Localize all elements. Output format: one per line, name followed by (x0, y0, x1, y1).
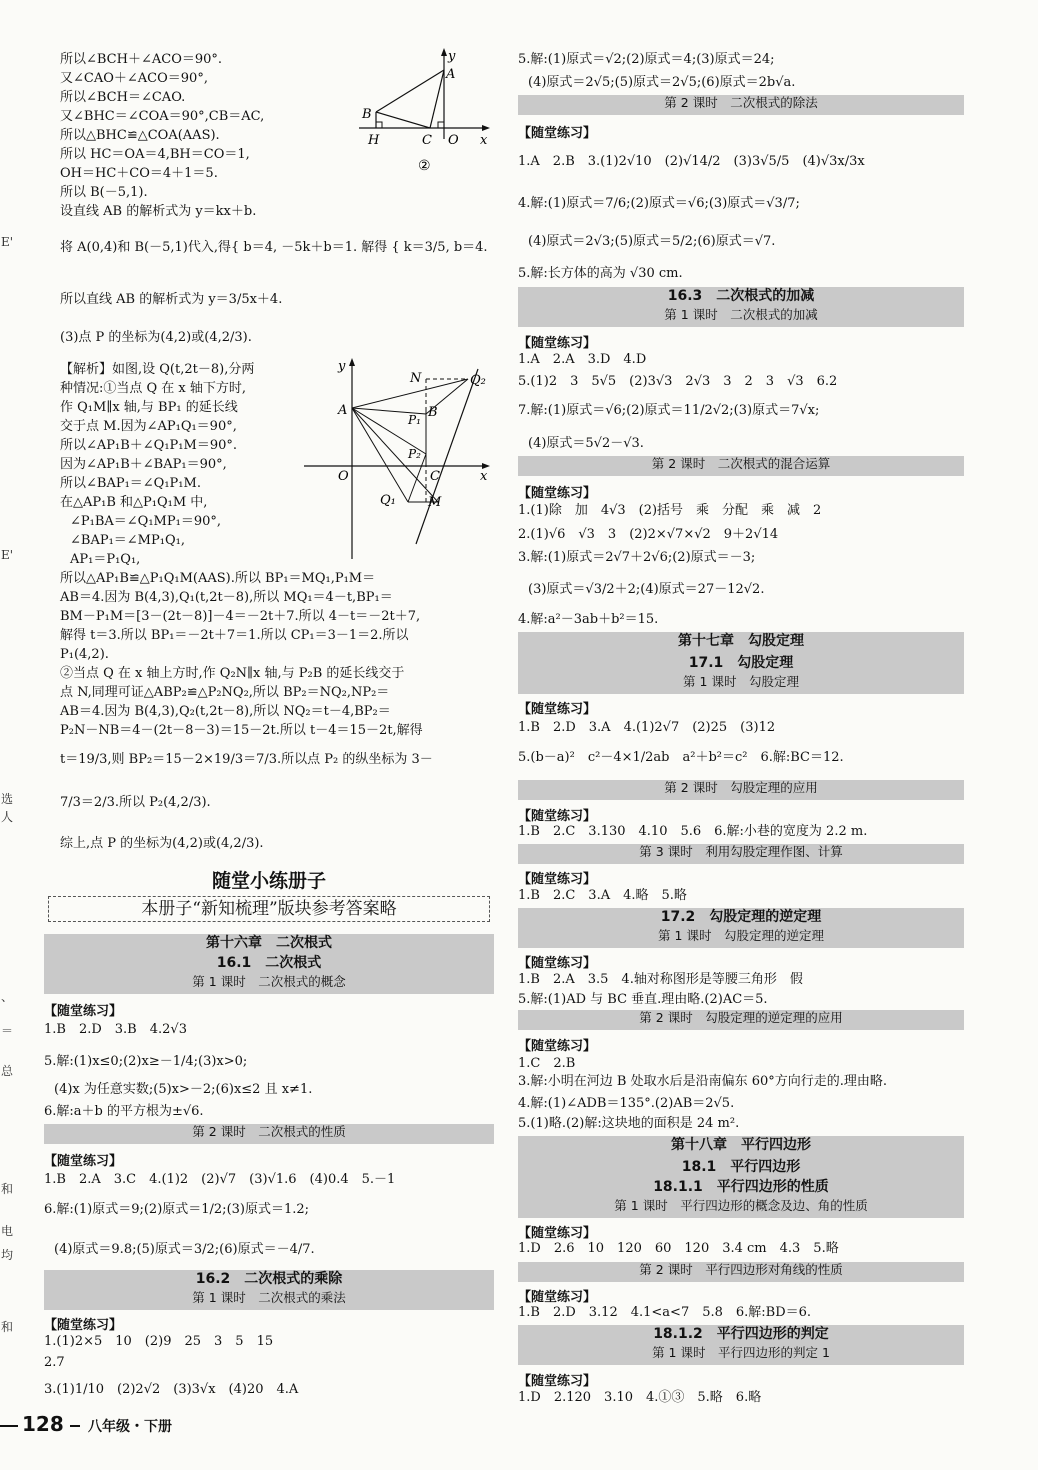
solution-line: 所以△BHC≌△COA(AAS). (60, 128, 220, 143)
analysis-line: 【解析】如图,设 Q(t,2t－8),分两 (60, 362, 255, 377)
answer-line: 3.解:(1)原式＝2√7＋2√6;(2)原式＝－3; (518, 550, 756, 565)
analysis-line: 所以∠AP₁B＋∠Q₁P₁M＝90°. (60, 438, 237, 453)
answer-line: (4)原式＝5√2－√3. (528, 436, 644, 451)
lesson-title: 第 2 课时 平行四边形对角线的性质 (518, 1262, 964, 1282)
chapter-title: 第十七章 勾股定理 (518, 632, 964, 654)
figure2-label: P₁ (408, 413, 421, 427)
section-title: 18.1 平行四边形 (518, 1158, 964, 1178)
analysis-line: P₂N－NB＝4－(2t－8－3)＝15－2t.所以 t－4＝15－2t,解得 (60, 723, 423, 738)
booklet-subtitle: 本册子“新知梳理”版块参考答案略 (48, 896, 490, 922)
analysis-line: 所以△AP₁B≌△P₁Q₁M(AAS).所以 BP₁＝MQ₁,P₁M＝ (60, 571, 376, 586)
analysis-line: AB＝4.因为 B(4,3),Q₂(t,2t－8),所以 NQ₂＝t－4,BP₂＝ (60, 704, 391, 719)
analysis-line: 种情况:①当点 Q 在 x 轴下方时, (60, 381, 247, 396)
figure1-label: H (368, 133, 380, 148)
answer-line: 1.B 2.A 3.C 4.(1)2 (2)√7 (3)√1.6 (4)0.4 5.－1 (44, 1172, 396, 1187)
lesson-title: 第 1 课时 二次根式的加减 (518, 307, 964, 327)
subsection-title: 18.1.1 平行四边形的性质 (518, 1178, 964, 1198)
analysis-line: AB＝4.因为 B(4,3),Q₁(t,2t－8),所以 MQ₁＝4－t,BP₁＝ (60, 590, 393, 605)
answer-line: 5.解:(1)原式＝√2;(2)原式＝4;(3)原式＝24; (518, 52, 775, 67)
analysis-line: 因为∠AP₁B＋∠BAP₁＝90°, (60, 457, 227, 472)
section-title: 17.1 勾股定理 (518, 654, 964, 674)
margin-fragment: 、 (1, 990, 14, 1004)
lesson-title: 第 1 课时 平行四边形的判定 1 (518, 1345, 964, 1365)
answer-line: 3.解:小明在河边 B 处取水后是沿南偏东 60°方向行走的.理由略. (518, 1074, 888, 1089)
solution-line: 所以 B(－5,1). (60, 185, 148, 200)
practice-tag: 【随堂练习】 (518, 486, 597, 501)
margin-fragment: E' (1, 235, 14, 249)
practice-tag: 【随堂练习】 (518, 126, 597, 141)
analysis-line: 所以∠BAP₁＝∠Q₁P₁M. (60, 476, 201, 491)
analysis-line: ②当点 Q 在 x 轴上方时,作 Q₂N∥x 轴,与 P₂B 的延长线交于 (60, 666, 405, 681)
lesson-title: 第 2 课时 二次根式的性质 (44, 1124, 494, 1144)
answer-line: 1.A 2.B 3.(1)2√10 (2)√14/2 (3)3√5/5 (4)√3x/3x (518, 154, 865, 169)
practice-tag: 【随堂练习】 (44, 1154, 123, 1169)
analysis-line: BM－P₁M＝[3－(2t－8)]－4＝－2t＋7.所以 4－t＝－2t＋7, (60, 609, 421, 624)
answer-line: 4.解:(1)∠ADB＝135°.(2)AB＝2√5. (518, 1096, 735, 1111)
figure2-label: O (338, 469, 349, 484)
margin-fragment: 电 (1, 1224, 14, 1238)
analysis-line: t＝19/3,则 BP₂＝15－2×19/3＝7/3.所以点 P₂ 的纵坐标为 3－ (60, 752, 433, 767)
figure2-label: C (430, 469, 440, 484)
margin-fragment: 和 (1, 1182, 14, 1196)
answer-line: 1.D 2.6 10 120 60 120 3.4 cm 4.3 5.略 (518, 1241, 839, 1256)
answer-line: 2.7 (44, 1355, 65, 1370)
analysis-line: 在△AP₁B 和△P₁Q₁M 中, (60, 495, 208, 510)
answer-line: 1.B 2.D 3.A 4.(1)2√7 (2)25 (3)12 (518, 720, 776, 735)
answer-line: 1.B 2.D 3.B 4.2√3 (44, 1022, 187, 1037)
section-title: 16.3 二次根式的加减 (518, 287, 964, 307)
practice-tag: 【随堂练习】 (518, 809, 597, 824)
coordinate-figure-1 (354, 44, 494, 176)
answer-line: 2.(1)√6 √3 3 (2)2×√7×√2 9＋2√14 (518, 527, 779, 542)
figure2-label: B (428, 405, 438, 420)
solution-line: OH＝HC＋CO＝4＋1＝5. (60, 166, 218, 181)
answer-line: 6.解:(1)原式＝9;(2)原式＝1/2;(3)原式＝1.2; (44, 1202, 310, 1217)
answer-line: 5.(1)略.(2)解:这块地的面积是 24 m². (518, 1116, 740, 1131)
lesson-title: 第 3 课时 利用勾股定理作图、计算 (518, 844, 964, 864)
footer (0, 1410, 260, 1440)
solution-line: 所以∠BCH＋∠ACO＝90°. (60, 52, 223, 67)
figure2-label: y (338, 359, 346, 374)
figure2-label: P₂ (408, 447, 421, 461)
margin-fragment: 人 (1, 810, 14, 824)
subsection-title: 18.1.2 平行四边形的判定 (518, 1325, 964, 1345)
figure2-label: x (480, 469, 488, 484)
answer-line: 6.解:a＋b 的平方根为±√6. (44, 1104, 204, 1119)
margin-fragment: 选 (1, 792, 14, 806)
answer-line: 4.解:a²－3ab＋b²＝15. (518, 612, 659, 627)
footer-rule (70, 1425, 80, 1427)
answer-line: (4)x 为任意实数;(5)x>－2;(6)x≤2 且 x≠1. (54, 1082, 313, 1097)
answer-line: 5.(b－a)² c²－4×1/2ab a²＋b²＝c² 6.解:BC＝12. (518, 750, 844, 765)
section-title: 16.1 二次根式 (44, 954, 494, 974)
analysis-line: 交于点 M.因为∠AP₁Q₁＝90°, (60, 419, 237, 434)
answer-line: 7.解:(1)原式＝√6;(2)原式＝11/2√2;(3)原式＝7√x; (518, 403, 820, 418)
lesson-title: 第 1 课时 二次根式的概念 (44, 974, 494, 994)
analysis-line: 作 Q₁M∥x 轴,与 BP₁ 的延长线 (60, 400, 238, 415)
answer-line: 5.(1)2 3 5√5 (2)3√3 2√3 3 2 3 √3 6.2 (518, 374, 838, 389)
answer-line: 1.B 2.A 3.5 4.轴对称图形是等腰三角形 假 (518, 972, 803, 987)
analysis-line: ∠P₁BA＝∠Q₁MP₁＝90°, (70, 514, 221, 529)
chapter-title: 第十八章 平行四边形 (518, 1136, 964, 1158)
answer-line: 1.B 2.C 3.A 4.略 5.略 (518, 888, 687, 903)
answer-line: 4.解:(1)原式＝7/6;(2)原式＝√6;(3)原式＝√3/7; (518, 196, 800, 211)
answer-line: 1.(1)除 加 4√3 (2)括号 乘 分配 乘 减 2 (518, 503, 822, 518)
answer-line: 5.解:长方体的高为 √30 cm. (518, 266, 683, 281)
lesson-title: 第 1 课时 勾股定理 (518, 674, 964, 694)
answer-line: 1.B 2.C 3.130 4.10 5.6 6.解:小巷的宽度为 2.2 m. (518, 824, 868, 839)
answer-line: 1.(1)2×5 10 (2)9 25 3 5 15 (44, 1334, 274, 1349)
practice-tag: 【随堂练习】 (518, 702, 597, 717)
solution-line: 将 A(0,4)和 B(－5,1)代入,得{ b＝4, －5k＋b＝1. 解得 { k＝3/5, b＝4. (60, 240, 488, 255)
solution-line: 又∠CAO＋∠ACO＝90°, (60, 71, 208, 86)
practice-tag: 【随堂练习】 (44, 1318, 123, 1333)
coordinate-figure-2 (300, 354, 494, 562)
lesson-title: 第 2 课时 勾股定理的逆定理的应用 (518, 1010, 964, 1030)
answer-line: 5.解:(1)x≤0;(2)x≥－1/4;(3)x>0; (44, 1054, 248, 1069)
booklet-title: 随堂小练册子 (211, 870, 326, 892)
practice-tag: 【随堂练习】 (518, 1226, 597, 1241)
answer-line: 1.D 2.120 3.10 4.①③ 5.略 6.略 (518, 1390, 762, 1405)
solution-line: 又∠BHC＝∠COA＝90°,CB＝AC, (60, 109, 265, 124)
figure2-label: N (410, 371, 422, 386)
analysis-line: 综上,点 P 的坐标为(4,2)或(4,2/3). (60, 836, 264, 851)
answer-line: (4)原式＝9.8;(5)原式＝3/2;(6)原式＝－4/7. (54, 1242, 315, 1257)
lesson-title: 第 1 课时 平行四边形的概念及边、角的性质 (518, 1198, 964, 1218)
analysis-line: 7/3＝2/3.所以 P₂(4,2/3). (60, 795, 211, 810)
margin-fragment: 和 (1, 1320, 14, 1334)
solution-line: 所以∠BCH＝∠CAO. (60, 90, 186, 105)
figure2-label: Q₂ (470, 373, 486, 388)
figure2-label: Q₁ (380, 493, 396, 508)
figure1-label: y (448, 49, 456, 64)
answer-line: 3.(1)1/10 (2)2√2 (3)3√x (4)20 4.A (44, 1382, 299, 1397)
answer-line: 1.C 2.B (518, 1056, 576, 1071)
figure1-label: O (448, 133, 459, 148)
lesson-title: 第 2 课时 勾股定理的应用 (518, 780, 964, 800)
answer-line: (4)原式＝2√5;(5)原式＝2√5;(6)原式＝2b√a. (528, 75, 796, 90)
answer-line: 5.解:(1)AD 与 BC 垂直.理由略.(2)AC＝5. (518, 992, 768, 1007)
margin-fragment: E' (1, 548, 14, 562)
figure2-label: M (428, 495, 442, 510)
lesson-title: 第 2 课时 二次根式的除法 (518, 95, 964, 115)
practice-tag: 【随堂练习】 (518, 1374, 597, 1389)
solution-line: 所以 HC＝OA＝4,BH＝CO＝1, (60, 147, 250, 162)
figure1-label: B (362, 107, 372, 122)
analysis-line: AP₁＝P₁Q₁, (70, 552, 141, 567)
figure1-label: A (446, 67, 456, 82)
figure1-label: C (422, 133, 432, 148)
figure2-label: A (338, 403, 348, 418)
practice-tag: 【随堂练习】 (518, 336, 597, 351)
lesson-title: 第 2 课时 二次根式的混合运算 (518, 456, 964, 476)
analysis-line: 解得 t＝3.所以 BP₁＝－2t＋7＝1.所以 CP₁＝3－1＝2.所以 (60, 628, 409, 643)
answer-line: 1.A 2.A 3.D 4.D (518, 352, 647, 367)
analysis-line: P₁(4,2). (60, 647, 109, 662)
margin-fragment: 总 (1, 1064, 14, 1078)
analysis-line: ∠BAP₁＝∠MP₁Q₁, (70, 533, 185, 548)
solution-line: (3)点 P 的坐标为(4,2)或(4,2/3). (60, 330, 252, 345)
margin-fragment: ＝ (1, 1024, 14, 1038)
solution-line: 所以直线 AB 的解析式为 y＝3/5x＋4. (60, 292, 283, 307)
answer-line: (4)原式＝2√3;(5)原式＝5/2;(6)原式＝√7. (528, 234, 776, 249)
figure1-label: x (480, 133, 488, 148)
solution-line: 设直线 AB 的解析式为 y＝kx＋b. (60, 204, 257, 219)
lesson-title: 第 1 课时 二次根式的乘法 (44, 1290, 494, 1310)
practice-tag: 【随堂练习】 (518, 872, 597, 887)
footer-rule (0, 1425, 18, 1427)
figure1-caption: ② (418, 158, 431, 174)
practice-tag: 【随堂练习】 (518, 956, 597, 971)
grade-label: 八年级・下册 (88, 1419, 172, 1435)
chapter-title: 第十六章 二次根式 (44, 934, 494, 954)
section-title: 16.2 二次根式的乘除 (44, 1270, 494, 1290)
answer-line: 1.B 2.D 3.12 4.1<a<7 5.8 6.解:BD＝6. (518, 1305, 812, 1320)
answer-line: (3)原式＝√3/2＋2;(4)原式＝27－12√2. (528, 582, 765, 597)
lesson-title: 第 1 课时 勾股定理的逆定理 (518, 928, 964, 948)
analysis-line: 点 N,同理可证△ABP₂≌△P₂NQ₂,所以 BP₂＝NQ₂,NP₂＝ (60, 685, 390, 700)
practice-tag: 【随堂练习】 (518, 1039, 597, 1054)
practice-tag: 【随堂练习】 (518, 1290, 597, 1305)
section-title: 17.2 勾股定理的逆定理 (518, 908, 964, 928)
page-number: 128 (22, 1412, 64, 1436)
practice-tag: 【随堂练习】 (44, 1004, 123, 1019)
margin-fragment: 均 (1, 1248, 14, 1262)
